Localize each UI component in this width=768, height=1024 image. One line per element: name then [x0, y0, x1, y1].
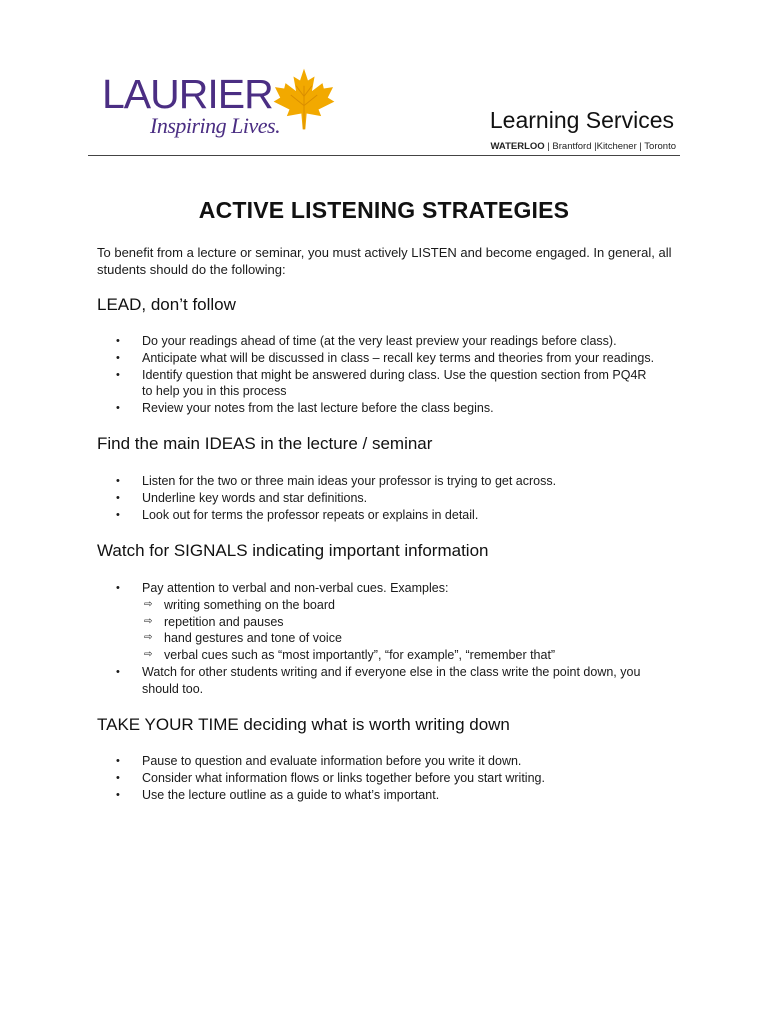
time-bullet-list: [116, 753, 676, 803]
learning-services-title: Learning Services: [489, 107, 674, 133]
sub-list-item: ⇨ writing something on the board: [142, 597, 676, 614]
campus-waterloo: WATERLOO: [490, 141, 545, 152]
list-item: • Anticipate what will be discussed in class – recall key terms and theories from your readings.: [116, 350, 676, 367]
list-item: • Listen for the two or three main ideas your professor is trying to get across.: [116, 473, 676, 490]
sub-list-item: ⇨ hand gestures and tone of voice: [142, 630, 676, 647]
section-heading-lead: LEAD, don’t follow: [97, 295, 236, 314]
campus-list: [490, 141, 676, 153]
list-item: • Use the lecture outline as a guide to what’s important.: [116, 787, 676, 804]
lead-bullet-list: [116, 333, 676, 417]
sub-list-item: ⇨ repetition and pauses: [142, 614, 676, 631]
logo-wordmark: LAURIER: [102, 71, 273, 117]
list-item: • Review your notes from the last lecture before the class begins.: [116, 400, 676, 417]
section-heading-ideas: Find the main IDEAS in the lecture / seminar: [97, 434, 433, 453]
intro-paragraph: To benefit from a lecture or seminar, you must actively LISTEN and become engaged. In general, all students should do the following:: [97, 245, 672, 277]
sub-list-item: ⇨ verbal cues such as “most importantly”, “for example”, “remember that”: [142, 647, 676, 664]
list-item: • Pause to question and evaluate information before you write it down.: [116, 753, 676, 770]
cue-sublist: [142, 597, 676, 664]
logo-tagline: Inspiring Lives.: [150, 113, 281, 138]
list-item-text: Pay attention to verbal and non-verbal cues. Examples:: [142, 581, 449, 595]
section-heading-take-your-time: TAKE YOUR TIME deciding what is worth writing down: [97, 715, 510, 734]
document-title: ACTIVE LISTENING STRATEGIES: [198, 197, 570, 223]
list-item: • Consider what information flows or links together before you start writing.: [116, 770, 676, 787]
list-item: • Watch for other students writing and if everyone else in the class write the point down, you should too.: [116, 664, 676, 698]
section-heading-signals: Watch for SIGNALS indicating important information: [97, 541, 489, 560]
maple-leaf-icon: [270, 66, 338, 132]
header-divider: [88, 155, 680, 156]
list-item: • Identify question that might be answered during class. Use the question section from PQ4R to help you in this process: [116, 367, 647, 401]
list-item: • Do your readings ahead of time (at the very least preview your readings before class).: [116, 333, 676, 350]
laurier-logo: [102, 66, 342, 146]
list-item: • Look out for terms the professor repeats or explains in detail.: [116, 507, 676, 524]
campus-others: | Brantford |Kitchener | Toronto: [544, 141, 676, 152]
signals-bullet-list: [116, 580, 676, 698]
ideas-bullet-list: [116, 473, 676, 523]
list-item: • Underline key words and star definitions.: [116, 490, 676, 507]
list-item: [116, 580, 676, 664]
